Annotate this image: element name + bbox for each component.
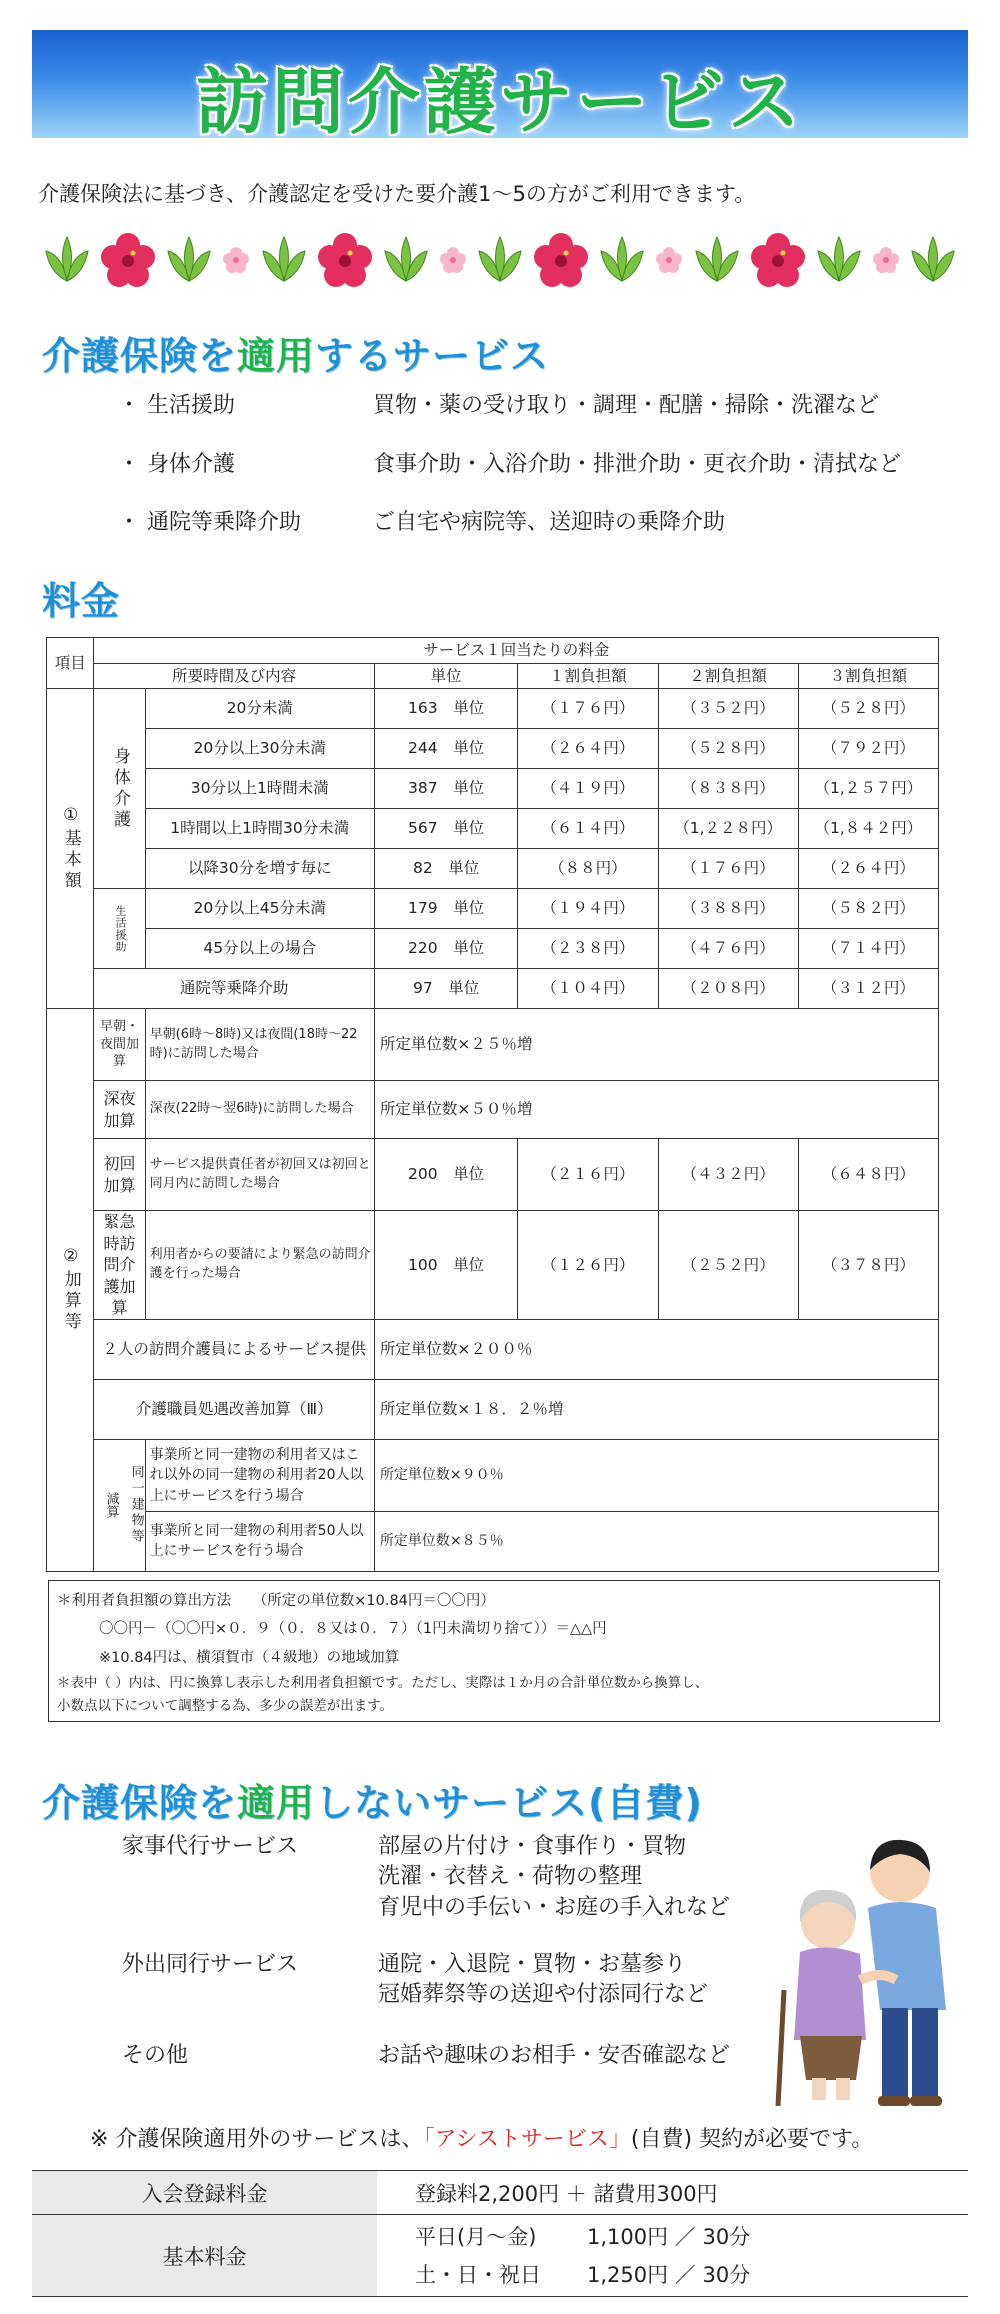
selfpay-desc bbox=[378, 2041, 730, 2071]
header-item: 項目 bbox=[47, 638, 94, 689]
desc-line: 育児中の手伝い・お庭の手入れなど bbox=[378, 1894, 731, 1920]
add-emergency-name: 緊急時訪問介護加算 bbox=[94, 1211, 145, 1320]
flower-icon bbox=[654, 245, 684, 275]
fee-notes bbox=[48, 1580, 940, 1722]
selfpay-desc bbox=[378, 1950, 708, 2011]
flower-icon bbox=[221, 245, 251, 275]
add-first-unit: 200 単位 bbox=[374, 1139, 517, 1211]
basic-3: （５８２円） bbox=[798, 889, 938, 929]
basic-unit: 179 単位 bbox=[374, 889, 517, 929]
title-part-green: 適用 bbox=[237, 334, 316, 378]
header-time: 所要時間及び内容 bbox=[94, 664, 374, 689]
add-first-cond: サービス提供責任者が初回又は初回と同月内に訪問した場合 bbox=[145, 1139, 374, 1211]
reduction-building-label: 同一建物等 bbox=[128, 1465, 144, 1546]
basic-time: 以降30分を増す毎に bbox=[145, 849, 374, 889]
basic-1: （１０４円） bbox=[518, 969, 658, 1009]
leaf-icon bbox=[595, 233, 649, 287]
title-part: しないサービス(自費) bbox=[315, 1781, 703, 1825]
add-night-name: 深夜加算 bbox=[94, 1081, 145, 1139]
add-two-staff-name: ２人の訪問介護員によるサービス提供 bbox=[94, 1319, 374, 1379]
basic-unit: 97 単位 bbox=[374, 969, 517, 1009]
note-part: ※ 介護保険適用外のサービスは、 bbox=[90, 2127, 424, 2152]
caregiver-shoe bbox=[910, 2096, 942, 2106]
selfpay-name: 家事代行サービス bbox=[122, 1834, 299, 1859]
leaf-icon bbox=[257, 233, 311, 287]
basic-2: （８３８円） bbox=[658, 769, 798, 809]
basic-1: （１７６円） bbox=[518, 689, 658, 729]
add-first-name: 初回加算 bbox=[94, 1139, 145, 1211]
page-title: 訪問介護サービス bbox=[195, 60, 804, 144]
basic-time: 20分以上30分未満 bbox=[145, 729, 374, 769]
basic-2: （２０８円） bbox=[658, 969, 798, 1009]
desc-line: 部屋の片付け・食事作り・買物 bbox=[378, 1834, 687, 1859]
elder-skirt bbox=[800, 2036, 862, 2080]
covered-item bbox=[118, 447, 901, 478]
add-staff-improve-name: 介護職員処遇改善加算（Ⅲ） bbox=[94, 1379, 374, 1439]
caregiver-shoe bbox=[878, 2096, 910, 2106]
caregiver-leg bbox=[882, 2008, 908, 2100]
note-line: ※10.84円は、横須賀市（４級地）の地域加算 bbox=[99, 1649, 400, 1666]
assist-service-note bbox=[90, 2122, 873, 2153]
basic-3: （３１２円） bbox=[798, 969, 938, 1009]
note-line: 〇〇円－（〇〇円×０．９（０．８又は０．７）（1円未満切り捨て））＝△△円 bbox=[99, 1621, 607, 1638]
header-2: ２割負担額 bbox=[658, 664, 798, 689]
uncovered-section-title bbox=[42, 1772, 703, 1827]
registration-value: 登録料2,200円 ＋ 諸費用300円 bbox=[377, 2171, 968, 2215]
basic-unit: 567 単位 bbox=[374, 809, 517, 849]
header-unit: 単位 bbox=[374, 664, 517, 689]
group-basic: ①基本額 bbox=[47, 689, 94, 1009]
basic-1: （４１９円） bbox=[518, 769, 658, 809]
basic-unit: 244 単位 bbox=[374, 729, 517, 769]
covered-section-title bbox=[42, 325, 549, 380]
basic-2: （３５２円） bbox=[658, 689, 798, 729]
basic-1: （２３８円） bbox=[518, 929, 658, 969]
selfpay-desc bbox=[378, 1832, 730, 1923]
add-first-3: （６４８円） bbox=[798, 1139, 938, 1211]
reduction-1-cond: 事業所と同一建物の利用者又はこれ以外の同一建物の利用者20人以上にサービスを行う場合 bbox=[145, 1439, 374, 1511]
intro-text: 介護保険法に基づき、介護認定を受けた要介護1～5の方がご利用できます。 bbox=[38, 182, 756, 206]
elder-leg bbox=[836, 2078, 850, 2100]
title-banner bbox=[32, 30, 968, 144]
desc-line: 洗濯・衣替え・荷物の整理 bbox=[378, 1864, 643, 1890]
reduction-group bbox=[94, 1439, 145, 1571]
elder-leg bbox=[812, 2078, 826, 2100]
basic-2: （３８８円） bbox=[658, 889, 798, 929]
hibiscus-icon bbox=[749, 231, 807, 289]
selfpay-name: 外出同行サービス bbox=[122, 1952, 299, 1977]
basic-unit: 163 単位 bbox=[374, 689, 517, 729]
item-desc: ご自宅や病院等、送迎時の乗降介助 bbox=[373, 510, 726, 535]
hibiscus-icon bbox=[316, 231, 374, 289]
flower-icon bbox=[438, 245, 468, 275]
leaf-icon bbox=[40, 233, 94, 287]
basic-1: （６１４円） bbox=[518, 809, 658, 849]
basic-1: （１９４円） bbox=[518, 889, 658, 929]
item-name: ・ 生活援助 bbox=[118, 393, 235, 418]
basic-fee-values bbox=[377, 2215, 968, 2297]
fee-section-title: 料金 bbox=[42, 579, 121, 623]
basic-3: （７１４円） bbox=[798, 929, 938, 969]
title-part: するサービス bbox=[315, 334, 550, 378]
add-staff-improve-rate: 所定単位数×１８．２％増 bbox=[374, 1379, 938, 1439]
registration-label: 入会登録料金 bbox=[32, 2171, 377, 2215]
basic-time: 20分以上45分未満 bbox=[145, 889, 374, 929]
basic-time: 1時間以上1時間30分未満 bbox=[145, 809, 374, 849]
reduction-label: 減算 bbox=[103, 1492, 119, 1519]
add-night-cond: 深夜(22時～翌6時)に訪問した場合 bbox=[145, 1081, 374, 1139]
add-two-staff-rate: 所定単位数×２００％ bbox=[374, 1319, 938, 1379]
note-part: (自費) 契約が必要です。 bbox=[630, 2127, 874, 2152]
covered-item bbox=[118, 505, 725, 536]
add-emergency-3: （３７８円） bbox=[798, 1211, 938, 1320]
reduction-1-rate: 所定単位数×９０％ bbox=[374, 1439, 938, 1511]
covered-item bbox=[118, 388, 879, 419]
add-emergency-unit: 100 単位 bbox=[374, 1211, 517, 1320]
basic-1: （８８円） bbox=[518, 849, 658, 889]
caregiver-elder-illustration bbox=[770, 1830, 970, 2110]
note-line: ＊表中（ ）内は、円に換算し表示した利用者負担額です。ただし、実際は１か月の合計単位数から換算し、 bbox=[57, 1674, 709, 1691]
add-night-rate: 所定単位数×５０％増 bbox=[374, 1081, 938, 1139]
note-line: 小数点以下について調整する為、多少の誤差が出ます。 bbox=[57, 1698, 394, 1715]
group-additions: ②加算等 bbox=[47, 1009, 94, 1572]
header-3: ３割負担額 bbox=[798, 664, 938, 689]
add-emergency-cond: 利用者からの要請により緊急の訪問介護を行った場合 bbox=[145, 1211, 374, 1320]
caregiver-arm bbox=[860, 1975, 896, 1980]
add-early-rate: 所定単位数×２５％増 bbox=[374, 1009, 938, 1081]
item-name: ・ 通院等乗降介助 bbox=[118, 510, 301, 535]
basic-time: 20分未満 bbox=[145, 689, 374, 729]
assist-service-name: 「アシストサービス」 bbox=[423, 2127, 631, 2152]
basic-time: 30分以上1時間未満 bbox=[145, 769, 374, 809]
basic-unit: 82 単位 bbox=[374, 849, 517, 889]
basic-fee-label: 基本料金 bbox=[32, 2215, 377, 2297]
leaf-icon bbox=[906, 233, 960, 287]
selfpay-name: その他 bbox=[122, 2043, 189, 2068]
desc-line: お話や趣味のお相手・安否確認など bbox=[378, 2043, 731, 2068]
basic-2: （５２８円） bbox=[658, 729, 798, 769]
basic-2: （1,２２８円） bbox=[658, 809, 798, 849]
reduction-2-rate: 所定単位数×８５％ bbox=[374, 1511, 938, 1571]
basic-1: （２６４円） bbox=[518, 729, 658, 769]
desc-line: 冠婚葬祭等の送迎や付添同行など bbox=[378, 1982, 709, 2008]
price-table bbox=[32, 2170, 968, 2297]
add-emergency-1: （１２６円） bbox=[518, 1211, 658, 1320]
weekday-label: 平日(月～金) bbox=[415, 2224, 537, 2249]
leaf-icon bbox=[162, 233, 216, 287]
add-first-1: （２１６円） bbox=[518, 1139, 658, 1211]
basic-time: 45分以上の場合 bbox=[145, 929, 374, 969]
basic-3: （1,２５７円） bbox=[798, 769, 938, 809]
group-life-support: 生活援助 bbox=[94, 889, 145, 969]
flower-icon bbox=[871, 245, 901, 275]
caregiver-leg bbox=[912, 2008, 938, 2100]
hibiscus-icon bbox=[532, 231, 590, 289]
basic-2: （４７６円） bbox=[658, 929, 798, 969]
basic-3: （７９２円） bbox=[798, 729, 938, 769]
weekend-price: 1,250円 ／ 30分 bbox=[587, 2262, 751, 2287]
title-part: 介護保険を bbox=[42, 1781, 238, 1825]
weekend-label: 土・日・祝日 bbox=[415, 2262, 541, 2287]
add-early-cond: 早朝(6時～8時)又は夜間(18時～22時)に訪問した場合 bbox=[145, 1009, 374, 1081]
leaf-icon bbox=[473, 233, 527, 287]
leaf-icon bbox=[812, 233, 866, 287]
item-desc: 食事介助・入浴介助・排泄介助・更衣介助・清拭など bbox=[373, 452, 902, 477]
flower-decoration bbox=[40, 225, 960, 295]
hibiscus-icon bbox=[99, 231, 157, 289]
basic-time: 通院等乗降介助 bbox=[94, 969, 374, 1009]
header-1: １割負担額 bbox=[518, 664, 658, 689]
title-part: 介護保険を bbox=[42, 334, 238, 378]
basic-unit: 387 単位 bbox=[374, 769, 517, 809]
add-first-2: （４３２円） bbox=[658, 1139, 798, 1211]
fee-table bbox=[46, 637, 939, 1572]
basic-unit: 220 単位 bbox=[374, 929, 517, 969]
leaf-icon bbox=[379, 233, 433, 287]
leaf-icon bbox=[690, 233, 744, 287]
caregiver-shirt bbox=[868, 1902, 946, 2010]
item-desc: 買物・薬の受け取り・調理・配膳・掃除・洗濯など bbox=[373, 393, 880, 418]
basic-3: （５２８円） bbox=[798, 689, 938, 729]
basic-3: （1,８４２円） bbox=[798, 809, 938, 849]
weekday-price: 1,100円 ／ 30分 bbox=[587, 2224, 751, 2249]
title-part-green: 適用 bbox=[237, 1781, 316, 1825]
elder-cardigan bbox=[794, 1947, 866, 2040]
add-emergency-2: （２５２円） bbox=[658, 1211, 798, 1320]
group-body-care: 身体介護 bbox=[94, 689, 145, 889]
basic-3: （２６４円） bbox=[798, 849, 938, 889]
cane bbox=[778, 1990, 784, 2106]
reduction-2-cond: 事業所と同一建物の利用者50人以上にサービスを行う場合 bbox=[145, 1511, 374, 1571]
header-per-service: サービス１回当たりの料金 bbox=[94, 638, 939, 664]
add-early-name: 早朝・夜間加算 bbox=[94, 1009, 145, 1081]
basic-2: （１７６円） bbox=[658, 849, 798, 889]
desc-line: 通院・入退院・買物・お墓参り bbox=[378, 1952, 687, 1977]
item-name: ・ 身体介護 bbox=[118, 452, 235, 477]
note-line: ＊利用者負担額の算出方法 （所定の単位数×10.84円＝〇〇円） bbox=[57, 1593, 495, 1609]
